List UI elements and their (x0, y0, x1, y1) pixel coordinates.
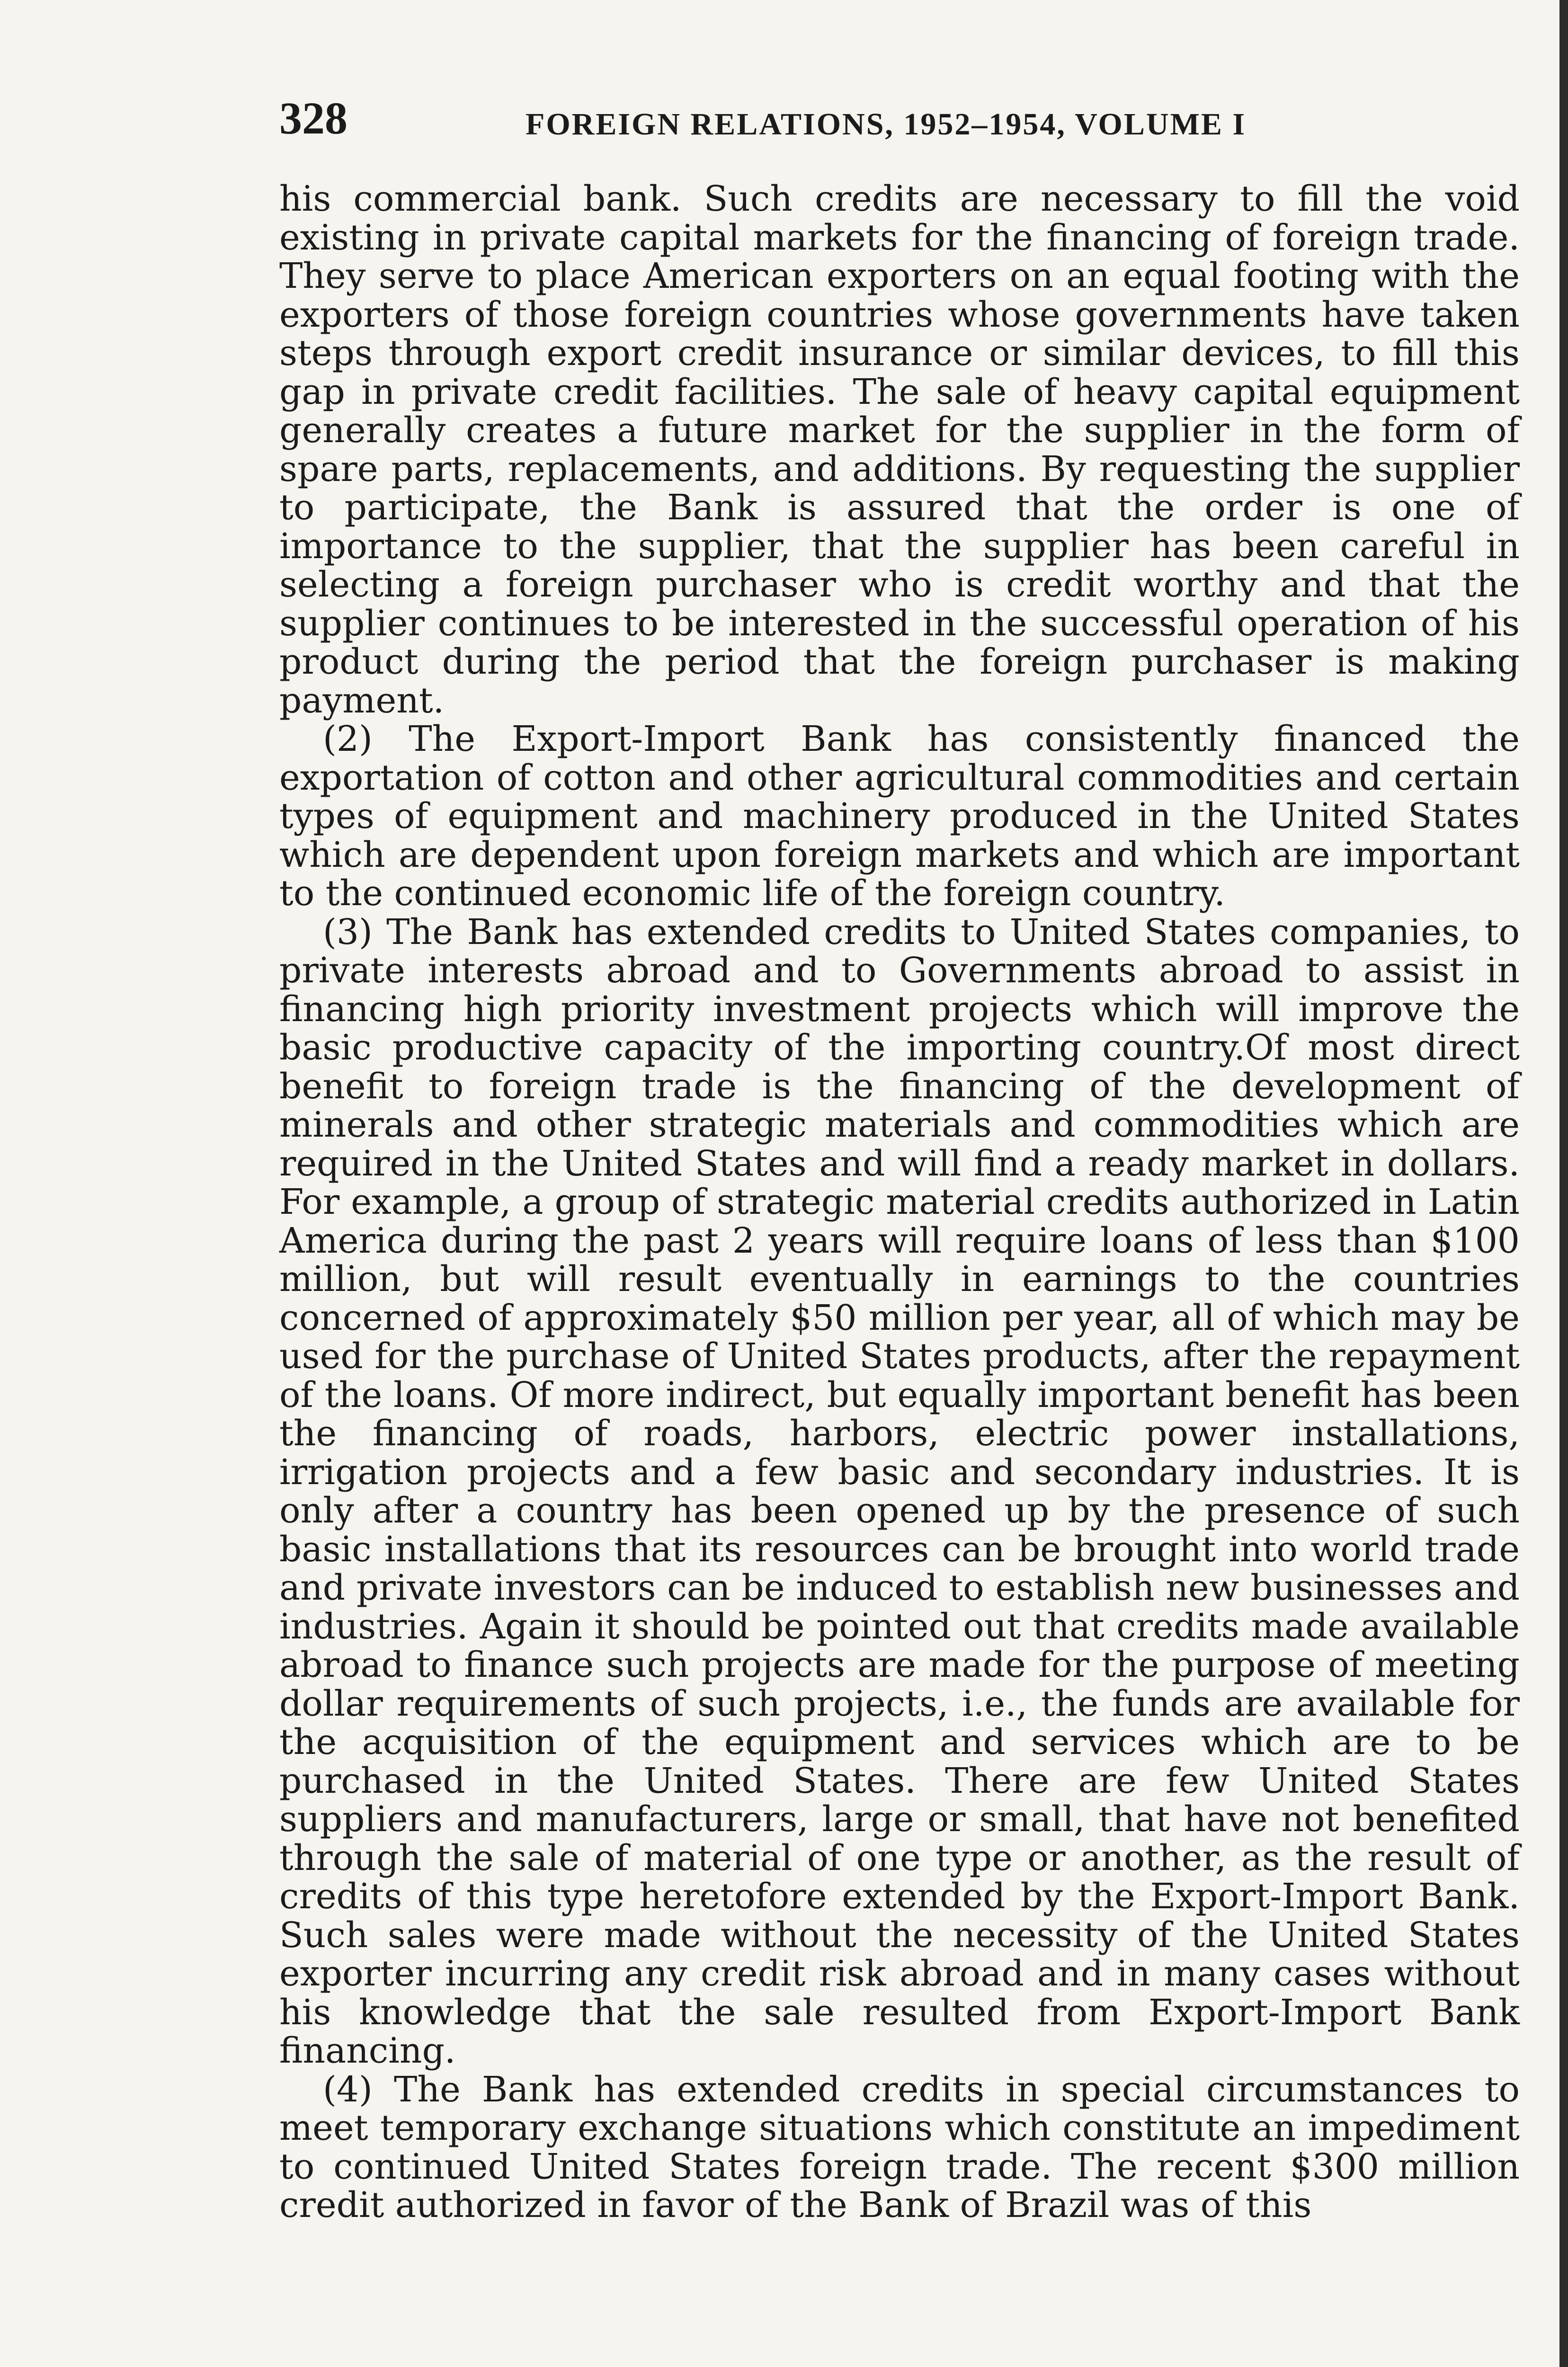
paragraph-2: (2) The Export-Import Bank has consistently financed the exportation of cotton and other agricultural commodities and certain types of equipment and machinery produced in the United States which are dependent upon foreign markets and which are important to the continued economic life of the foreign country. (279, 719, 1520, 914)
paragraph-4: (4) The Bank has extended credits in special circumstances to meet temporary exchange situations which constitute an impediment to continued United States foreign trade. The recent $300 million credit authorized in favor of the Bank of Brazil was of this (279, 2069, 1520, 2225)
paragraph-3: (3) The Bank has extended credits to United States companies, to private interests abroad and to Governments abroad to assist in financing high priority investment projects which will improve the basic productive capacity of the importing country.Of most direct benefit to foreign trade is the financing of the development of minerals and other strategic materials and commodities which are required in the United States and will find a ready market in dollars. For example, a group of strategic material credits authorized in Latin America during the past 2 years will require loans of less than $100 million, but will result eventually in earnings to the countries concerned of approximately $50 million per year, all of which may be used for the purchase of United States products, after the repayment of the loans. Of more indirect, but equally important benefit has been the financing of roads, harbors, electric power installations, irrigation projects and a few basic and secondary industries. It is only after a country has been opened up by the presence of such basic installations that its resources can be brought into world trade and private investors can be induced to establish new businesses and industries. Again it should be pointed out that credits made available abroad to finance such projects are made for the purpose of meeting dollar requirements of such projects, i.e., the funds are available for the acquisition of the equipment and services which are to be purchased in the United States. There are few United States suppliers and manufacturers, large or small, that have not benefited through the sale of material of one type or another, as the result of credits of this type heretofore extended by the Export-Import Bank. Such sales were made without the necessity of the United States exporter incurring any credit risk abroad and in many cases without his knowledge that the sale resulted from Export-Import Bank financing. (279, 911, 1520, 2071)
body-text (279, 180, 1520, 2225)
paragraph-continuation: his commercial bank. Such credits are necessary to fill the void existing in private capital markets for the financing of foreign trade. They serve to place American exporters on an equal footing with the exporters of those foreign countries whose governments have taken steps through export credit insurance or similar devices, to fill this gap in private credit facilities. The sale of heavy capital equipment generally creates a future market for the supplier in the form of spare parts, replacements, and additions. By requesting the supplier to participate, the Bank is assured that the order is one of importance to the supplier, that the supplier has been careful in selecting a foreign purchaser who is credit worthy and that the supplier continues to be interested in the successful operation of his product during the period that the foreign purchaser is making payment. (279, 178, 1520, 721)
page-edge-shadow (1559, 0, 1568, 2367)
running-header (279, 90, 1520, 156)
page-number: 328 (279, 93, 347, 143)
running-title: FOREIGN RELATIONS, 1952–1954, VOLUME I (526, 107, 1247, 142)
